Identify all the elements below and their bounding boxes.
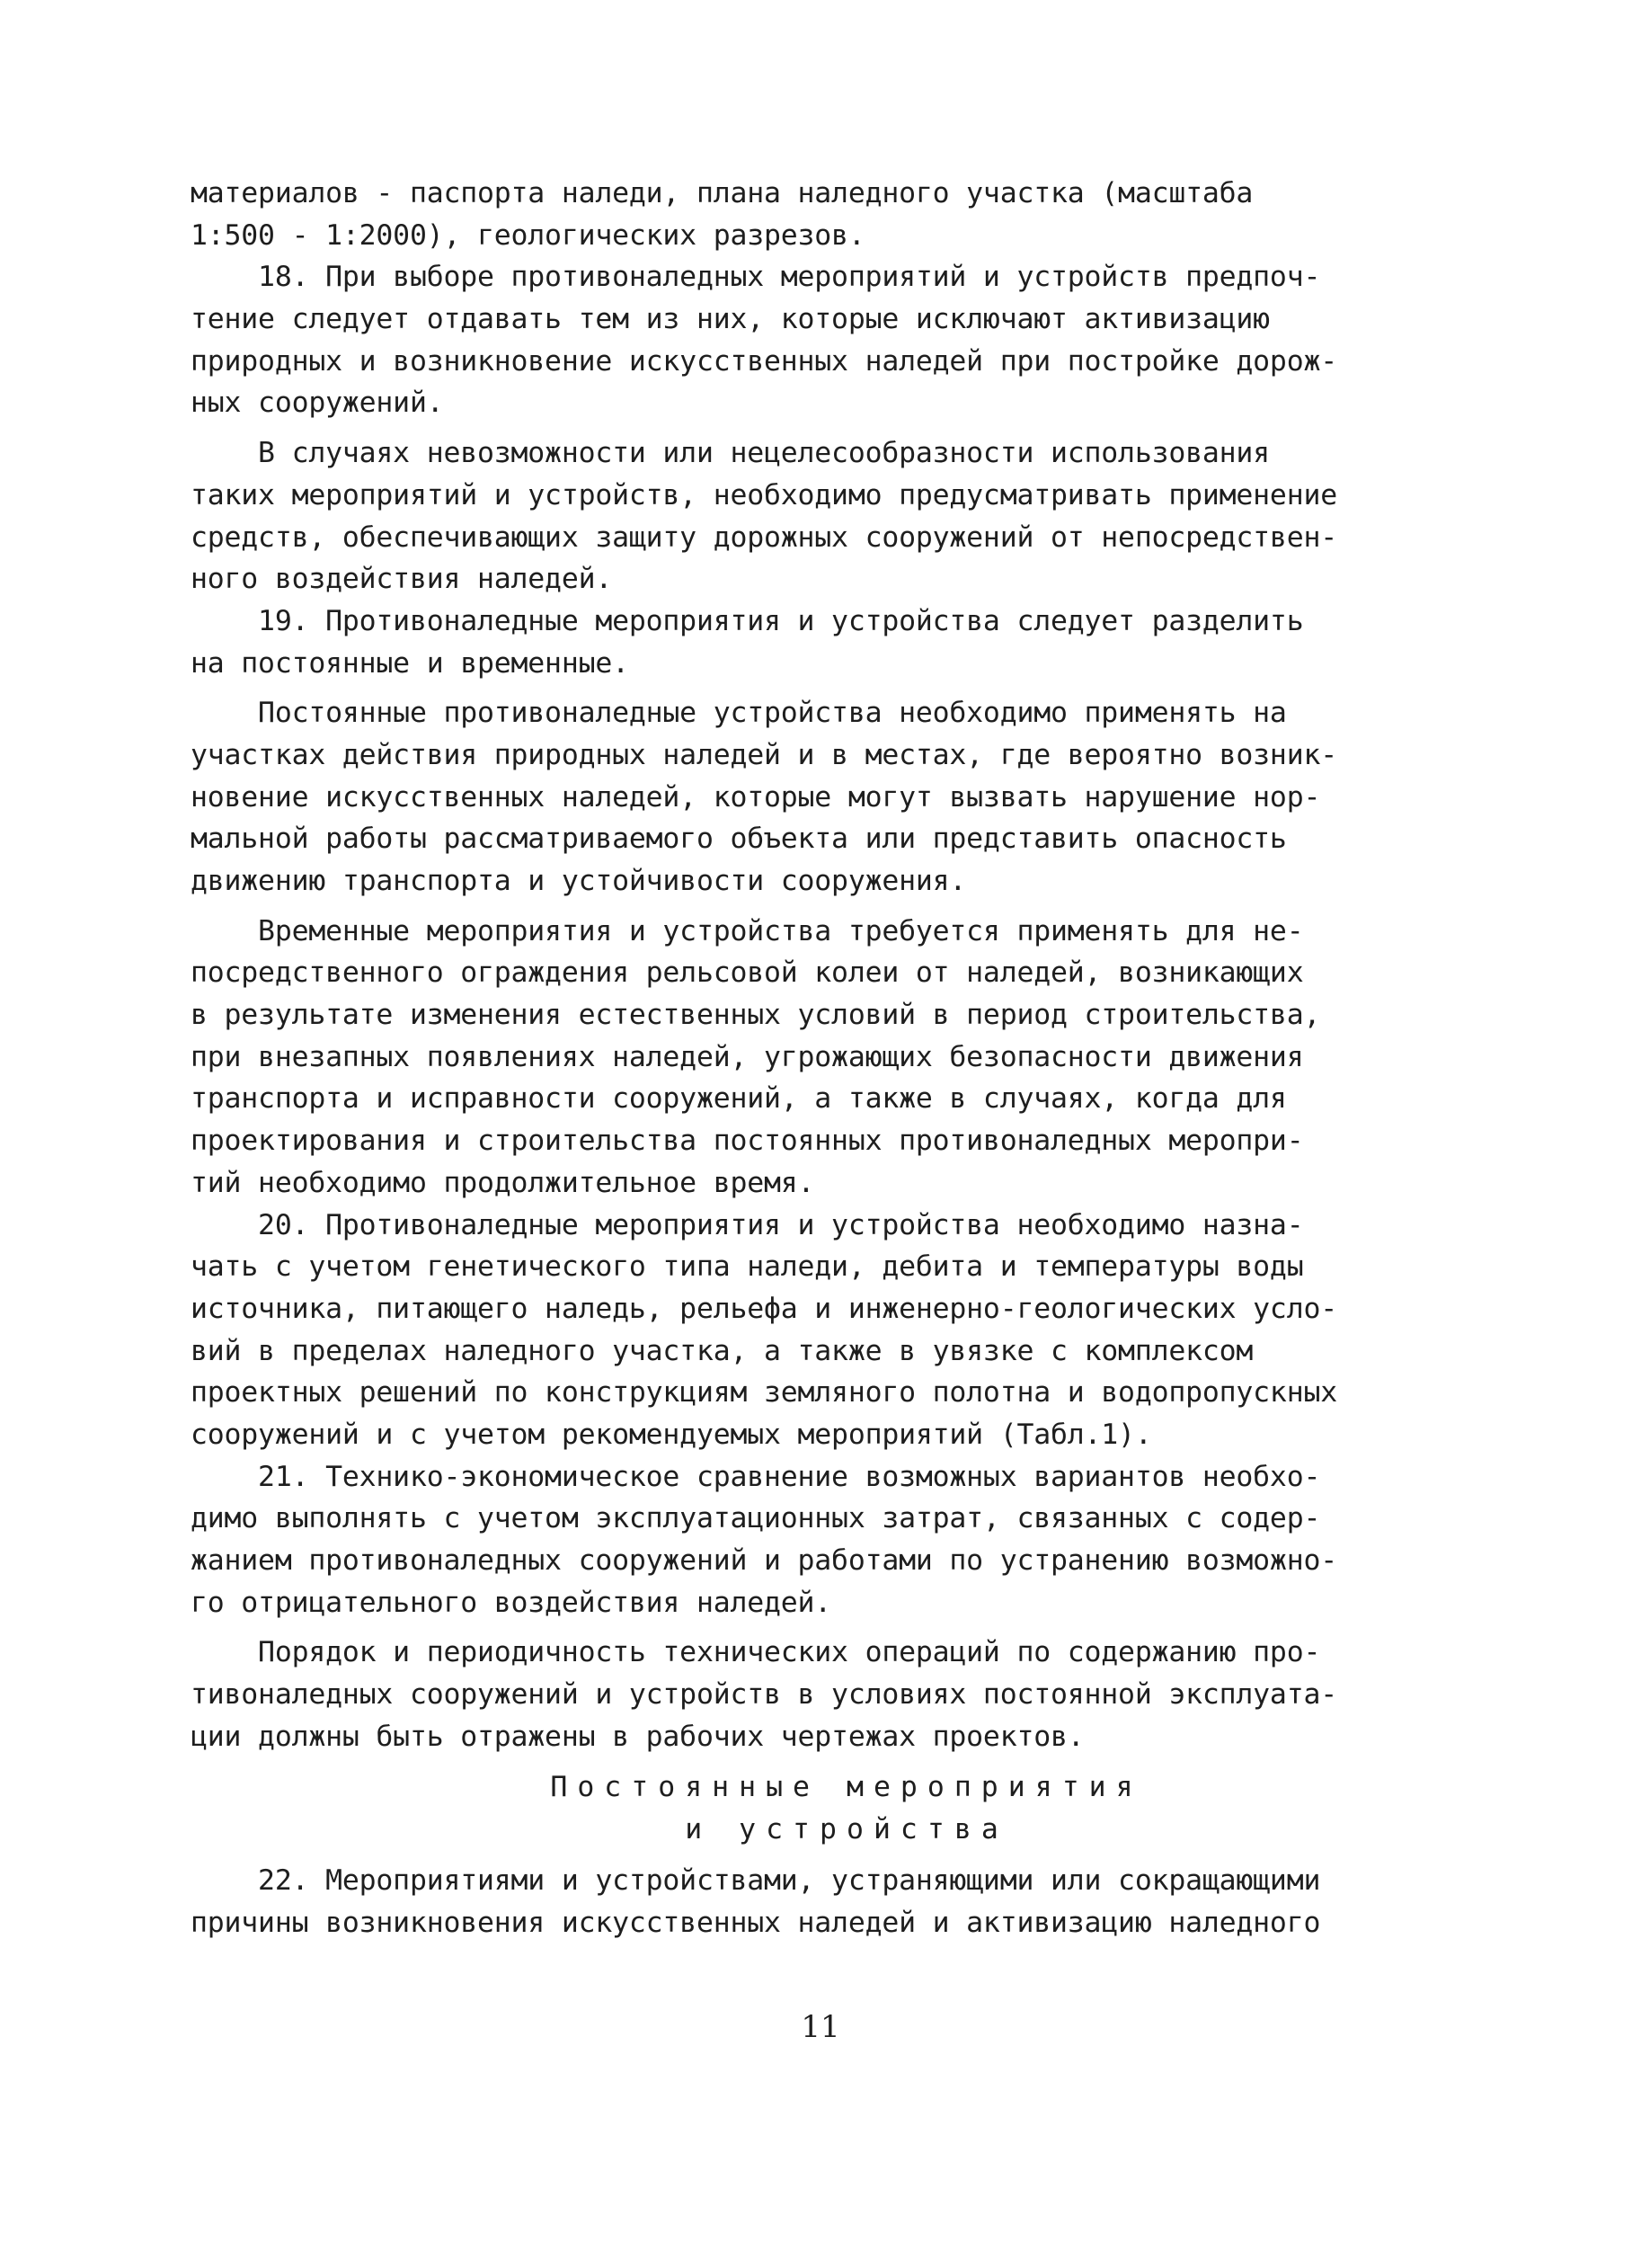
text-line: в результате изменения естественных условий в период строительства,: [191, 999, 1321, 1032]
text-line: жанием противоналедных сооружений и работами по устранению возможно-: [191, 1544, 1337, 1577]
paragraph-gap: [191, 684, 1422, 692]
text-line: Постоянные противоналедные устройства необходимо применять на: [191, 697, 1287, 730]
text-line: Временные мероприятия и устройства требуется применять для не-: [191, 914, 1304, 947]
text-line: 21. Технико-экономическое сравнение возможных вариантов необхо-: [191, 1460, 1321, 1493]
heading-gap: [191, 1757, 1422, 1766]
paragraph-gap: [191, 424, 1422, 432]
text-line: 20. Противоналедные мероприятия и устройства необходимо назна-: [191, 1208, 1304, 1241]
text-line: проектирования и строительства постоянных противоналедных меропри-: [191, 1125, 1304, 1158]
text-line: транспорта и исправности сооружений, а также в случаях, когда для: [191, 1082, 1287, 1116]
text-line: тий необходимо продолжительное время.: [191, 1166, 815, 1199]
text-line: 19. Противоналедные мероприятия и устройства следует разделить: [191, 604, 1304, 637]
text-line: участках действия природных наледей и в местах, где вероятно возник-: [191, 738, 1337, 771]
text-line: 18. При выборе противоналедных мероприятий и устройств предпоч-: [191, 261, 1321, 294]
text-line: 1:500 - 1:2000), геологических разрезов.: [191, 218, 865, 252]
text-line: ных сооружений.: [191, 387, 444, 420]
paragraph-gap: [191, 1623, 1422, 1632]
text-line: на постоянные и временные.: [191, 646, 629, 680]
text-line: источника, питающего наледь, рельефа и инженерно-геологических усло-: [191, 1292, 1337, 1325]
text-line: 22. Мероприятиями и устройствами, устраняющими или сокращающими: [191, 1863, 1321, 1897]
text-line: при внезапных появлениях наледей, угрожающих безопасности движения: [191, 1040, 1304, 1073]
text-line: материалов - паспорта наледи, плана наледного участка (масштаба: [191, 177, 1254, 209]
section-heading-line-2: и устройства: [685, 1813, 1008, 1846]
text-line: таких мероприятий и устройств, необходимо предусматривать применение: [191, 478, 1337, 511]
text-line: В случаях невозможности или нецелесообразности использования: [191, 437, 1270, 470]
text-line: вий в пределах наледного участка, а также в увязке с комплексом: [191, 1334, 1254, 1367]
text-line: ного воздействия наледей.: [191, 563, 613, 596]
text-line: Порядок и периодичность технических операций по содержанию про-: [191, 1636, 1321, 1669]
paragraph-gap: [191, 903, 1422, 911]
text-line: движению транспорта и устойчивости сооружения.: [191, 865, 967, 897]
section-heading-line-1: Постоянные мероприятия: [550, 1771, 1143, 1804]
text-line: средств, обеспечивающих защиту дорожных сооружений от непосредствен-: [191, 520, 1337, 554]
paragraph-temporary: [191, 911, 1422, 1624]
text-line: тивоналедных сооружений и устройств в условиях постоянной эксплуата-: [191, 1678, 1337, 1712]
paragraph-22: [191, 1860, 1422, 1943]
text-line: ции должны быть отражены в рабочих чертежах проектов.: [191, 1720, 1085, 1753]
text-line: причины возникновения искусственных наледей и активизацию наледного: [191, 1906, 1321, 1939]
text-line: проектных решений по конструкциям земляного полотна и водопропускных: [191, 1376, 1337, 1410]
paragraph-permanent: [191, 692, 1422, 902]
heading-gap: [191, 1851, 1422, 1860]
text-line: тение следует отдавать тем из них, которые исключают активизацию: [191, 303, 1270, 336]
text-line: новение искусственных наледей, которые могут вызвать нарушение нор-: [191, 780, 1321, 814]
text-line: мальной работы рассматриваемого объекта или представить опасность: [191, 823, 1287, 856]
paragraph-maintenance: [191, 1632, 1422, 1757]
section-heading: [191, 1766, 1422, 1850]
paragraph-intro: [191, 173, 1422, 424]
paragraph-second: [191, 432, 1422, 684]
text-line: го отрицательного воздействия наледей.: [191, 1586, 832, 1619]
text-line: димо выполнять с учетом эксплуатационных затрат, связанных с содер-: [191, 1502, 1321, 1535]
text-line: сооружений и с учетом рекомендуемых мероприятий (Табл.1).: [191, 1418, 1152, 1451]
text-line: природных и возникновение искусственных наледей при постройке дорож-: [191, 344, 1337, 378]
document-body: [191, 173, 1422, 1943]
text-line: посредственного ограждения рельсовой колеи от наледей, возникающих: [191, 956, 1304, 990]
page-number: 11: [801, 2009, 840, 2045]
text-line: чать с учетом генетического типа наледи, дебита и температуры воды: [191, 1250, 1304, 1284]
